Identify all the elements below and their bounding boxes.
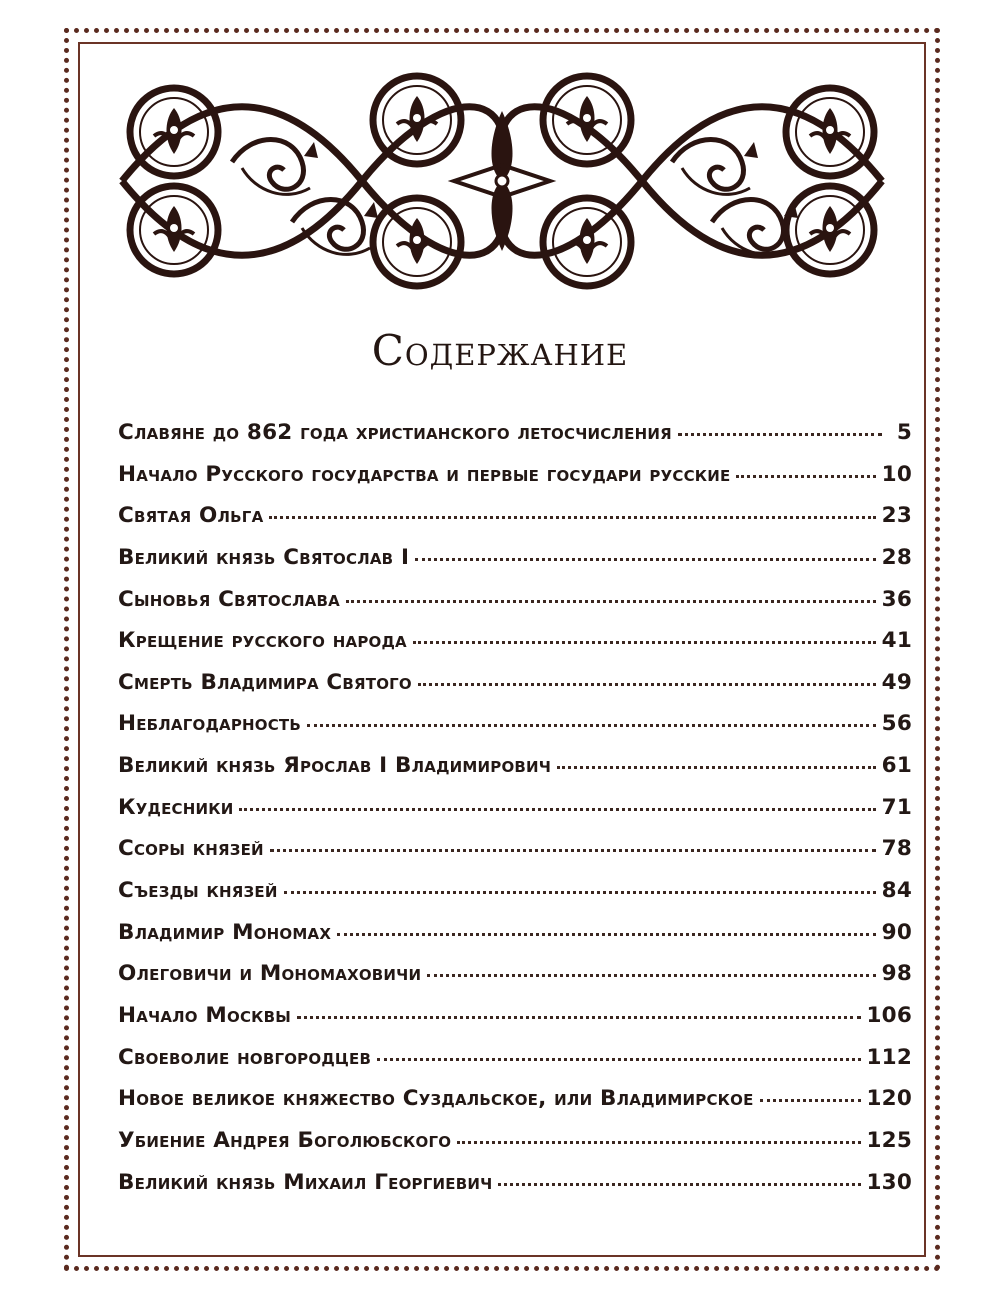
- toc-leader-dots: [284, 891, 876, 894]
- toc-entry-page-number: 49: [881, 669, 912, 695]
- toc-entry-title: Убиение Андрея Боголюбского: [118, 1127, 452, 1153]
- toc-entry-title: Новое великое княжество Суздальское, или Владимирское: [118, 1086, 754, 1112]
- toc-entry-title: Сыновья Святослава: [118, 586, 340, 612]
- toc-entry-title: Владимир Мономах: [118, 919, 332, 945]
- toc-entry-title: Великий князь Ярослав I Владимирович: [118, 753, 552, 779]
- toc-leader-dots: [307, 724, 876, 727]
- floral-scroll-ornament-icon: [112, 72, 892, 290]
- toc-leader-dots: [736, 475, 875, 478]
- toc-entry-title: Своеволие новгородцев: [118, 1044, 372, 1070]
- toc-entry[interactable]: [118, 545, 912, 587]
- toc-entry-page-number: 56: [881, 711, 912, 737]
- toc-leader-dots: [239, 808, 875, 811]
- toc-leader-dots: [418, 683, 876, 686]
- toc-leader-dots: [557, 766, 876, 769]
- toc-leader-dots: [498, 1183, 860, 1186]
- toc-entry-page-number: 10: [881, 461, 912, 487]
- toc-leader-dots: [678, 433, 882, 436]
- toc-entry[interactable]: [118, 836, 912, 878]
- toc-entry-page-number: 61: [881, 753, 912, 779]
- toc-entry-page-number: 120: [866, 1086, 912, 1112]
- toc-entry-page-number: 130: [866, 1169, 912, 1195]
- toc-entry-title: Кудесники: [118, 794, 234, 820]
- toc-entry[interactable]: [118, 961, 912, 1003]
- toc-entry-page-number: 5: [896, 420, 912, 445]
- toc-entry-page-number: 78: [881, 836, 912, 862]
- toc-entry-page-number: 71: [881, 794, 912, 820]
- toc-leader-dots: [760, 1099, 861, 1102]
- toc-entry[interactable]: [118, 587, 912, 629]
- toc-entry-title: Олеговичи и Мономаховичи: [118, 961, 422, 987]
- toc-entry[interactable]: [118, 628, 912, 670]
- toc-entry-page-number: 98: [881, 961, 912, 987]
- toc-entry-title: Великий князь Святослав I: [118, 544, 410, 570]
- toc-entry-title: Святая Ольга: [118, 503, 264, 529]
- toc-entry-page-number: 90: [881, 919, 912, 945]
- toc-entry-title: Неблагодарность: [118, 711, 301, 737]
- toc-entry[interactable]: [118, 462, 912, 504]
- toc-entry-title: Съезды князей: [118, 878, 278, 904]
- toc-entry[interactable]: [118, 753, 912, 795]
- toc-entry-title: Славяне до 862 года христианского летосчисления: [118, 420, 672, 445]
- toc-entry[interactable]: [118, 420, 912, 462]
- toc-leader-dots: [427, 974, 875, 977]
- toc-entry-title: Великий князь Михаил Георгиевич: [118, 1169, 493, 1195]
- toc-entry[interactable]: [118, 711, 912, 753]
- toc-entry[interactable]: [118, 1045, 912, 1087]
- toc-entry[interactable]: [118, 878, 912, 920]
- toc-leader-dots: [346, 600, 876, 603]
- toc-entry-page-number: 23: [881, 503, 912, 529]
- toc-entry-title: Крещение русского народа: [118, 628, 407, 654]
- toc-entry[interactable]: [118, 670, 912, 712]
- toc-entry[interactable]: [118, 503, 912, 545]
- toc-entry-title: Смерть Владимира Святого: [118, 669, 412, 695]
- toc-entry[interactable]: [118, 1170, 912, 1212]
- toc-leader-dots: [457, 1141, 860, 1144]
- toc-entry-page-number: 84: [881, 878, 912, 904]
- toc-entry[interactable]: [118, 920, 912, 962]
- toc-leader-dots: [297, 1016, 860, 1019]
- toc-leader-dots: [413, 641, 876, 644]
- toc-entry-page-number: 106: [866, 1002, 912, 1028]
- toc-entry-title: Начало Русского государства и первые государи русские: [118, 461, 731, 487]
- table-of-contents: [118, 420, 912, 1211]
- toc-entry-title: Начало Москвы: [118, 1002, 292, 1028]
- toc-leader-dots: [337, 933, 876, 936]
- toc-leader-dots: [377, 1058, 860, 1061]
- toc-leader-dots: [269, 516, 875, 519]
- toc-entry-page-number: 125: [866, 1127, 912, 1153]
- toc-entry[interactable]: [118, 1003, 912, 1045]
- toc-leader-dots: [270, 849, 876, 852]
- toc-entry[interactable]: [118, 1086, 912, 1128]
- toc-entry[interactable]: [118, 795, 912, 837]
- page-title: Содержание: [371, 326, 629, 375]
- toc-entry-title: Ссоры князей: [118, 836, 264, 862]
- toc-entry[interactable]: [118, 1128, 912, 1170]
- toc-entry-page-number: 41: [881, 628, 912, 654]
- toc-entry-page-number: 112: [866, 1044, 912, 1070]
- toc-leader-dots: [415, 558, 875, 561]
- toc-entry-page-number: 36: [881, 586, 912, 612]
- toc-entry-page-number: 28: [881, 544, 912, 570]
